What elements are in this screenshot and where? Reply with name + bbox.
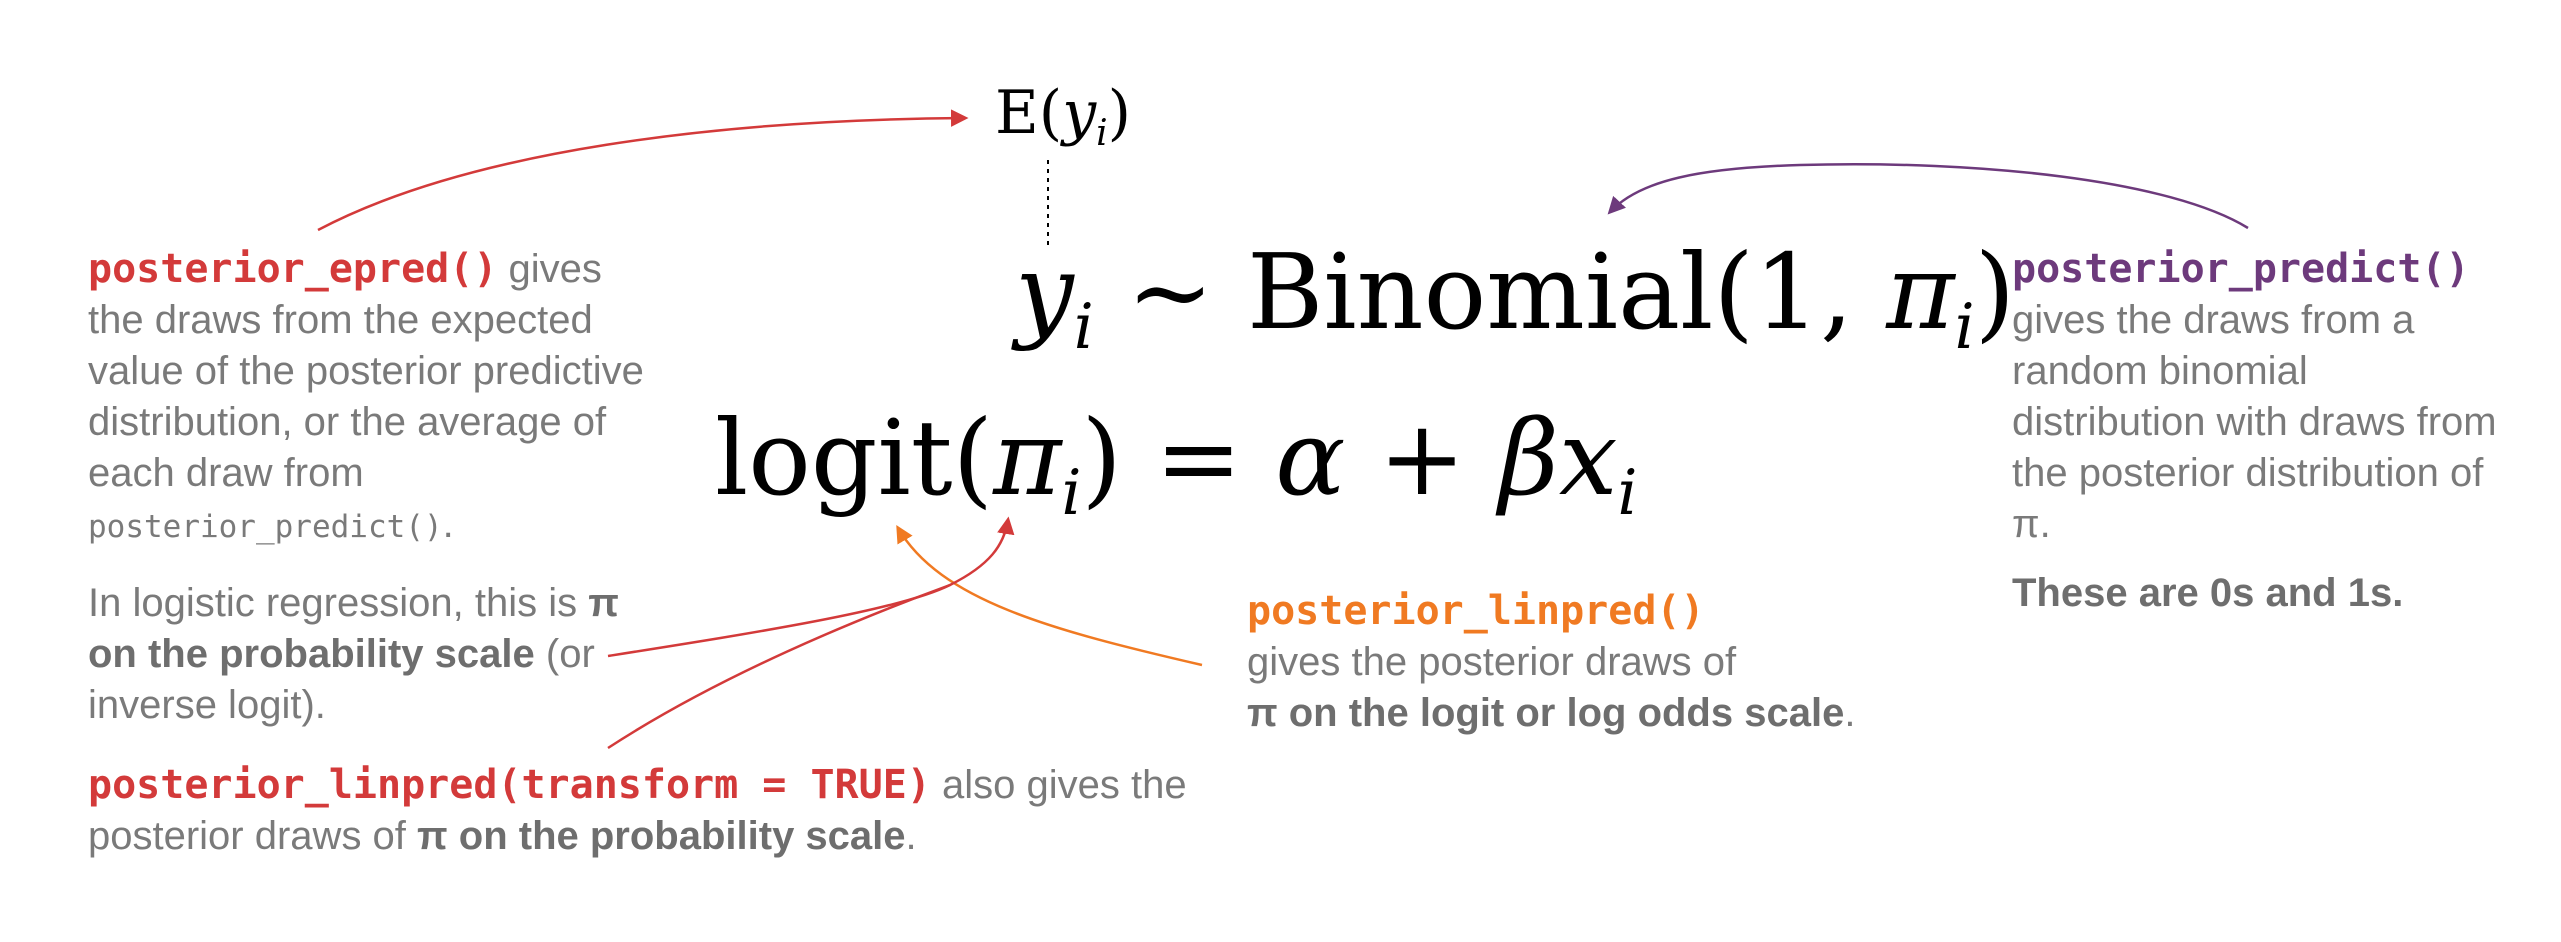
transform-note: posterior_linpred(transform = TRUE) also gives the posterior draws of π on the probability scale. [88,762,1187,858]
predict-function-name: posterior_predict() [2012,246,2470,292]
epred-function-name: posterior_epred() [88,246,498,292]
link-equation: logit(πi) = α + βxi [715,397,1638,529]
predict-bold-note: These are 0s and 1s. [2012,571,2404,615]
likelihood-equation: yi ~ Binomial(1, πi) [1015,231,2016,363]
transform-function-name: posterior_linpred(transform = TRUE) [88,762,931,808]
expectation-equation: E(yi) [995,78,1132,154]
predict-code-ref: posterior_predict() [88,509,443,545]
linpred-note: posterior_linpred() gives the posterior draws of π on the logit or log odds scale. [1247,586,1927,739]
epred-note: posterior_epred() gives the draws from the expected value of the posterior predictive distribution, or the average of each draw from posterior_predict(). [88,246,644,546]
linpred-arrow [898,528,1202,665]
logistic-arrow [608,520,1008,656]
linpred-function-name: posterior_linpred() [1247,588,1705,634]
logistic-note: In logistic regression, this is π on the probability scale (or inverse logit). [88,581,619,727]
predict-arrow [1610,164,2248,228]
epred-arrow [318,118,965,230]
predict-note: posterior_predict() gives the draws from a random binomial distribution with draws from the posterior distribution of π. These are 0s and 1s. [2012,244,2512,619]
transform-arrow [608,585,950,748]
